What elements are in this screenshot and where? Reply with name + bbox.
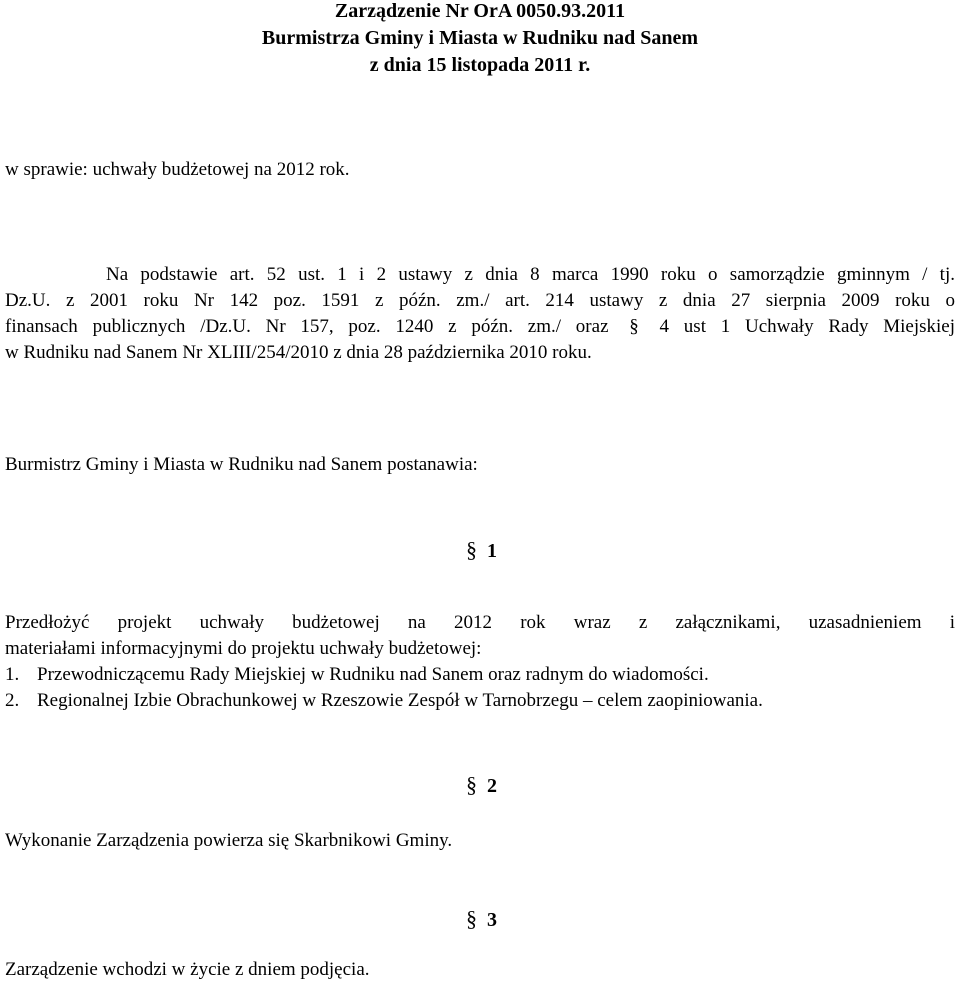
list-item-number: 2. xyxy=(5,690,20,711)
legal-basis-text: finansach publicznych /Dz.U. Nr 157, poz. 1240 z późn. zm./ oraz xyxy=(5,316,609,337)
section-symbol: § xyxy=(629,316,639,337)
paragraph-number: 1 xyxy=(487,540,497,562)
legal-basis-line: Dz.U. z 2001 roku Nr 142 poz. 1591 z późn. zm./ art. 214 ustawy z dnia 27 sierpnia 2009 roku o xyxy=(5,290,955,311)
list-item-number: 1. xyxy=(5,664,20,685)
section-symbol: § xyxy=(466,537,477,562)
paragraph-heading-2 xyxy=(466,772,497,799)
paragraph-1-body xyxy=(5,610,955,714)
paragraph-number: 2 xyxy=(487,775,497,797)
document-header xyxy=(0,0,960,79)
ordinance-date: z dnia 15 listopada 2011 r. xyxy=(369,54,591,76)
ordinance-subject: w sprawie: uchwały budżetowej na 2012 rok. xyxy=(5,159,350,180)
list-item-text: Regionalnej Izbie Obrachunkowej w Rzeszowie Zespół w Tarnobrzegu – celem zaopiniowania. xyxy=(37,690,763,711)
list-item xyxy=(5,662,955,688)
paragraph-1-line: materiałami informacyjnymi do projektu uchwały budżetowej: xyxy=(5,638,482,659)
paragraph-heading-1 xyxy=(466,537,497,564)
paragraph-number: 3 xyxy=(487,909,497,931)
decision-statement: Burmistrz Gminy i Miasta w Rudniku nad Sanem postanawia: xyxy=(5,454,478,475)
section-symbol: § xyxy=(466,772,477,797)
list-item-text: Przewodniczącemu Rady Miejskiej w Rudniku nad Sanem oraz radnym do wiadomości. xyxy=(37,664,709,685)
legal-basis xyxy=(5,262,955,366)
paragraph-heading-3 xyxy=(466,906,497,933)
legal-basis-text: 4 ust 1 Uchwały Rady Miejskiej xyxy=(659,316,955,337)
paragraph-3-body: Zarządzenie wchodzi w życie z dniem podjęcia. xyxy=(5,959,370,980)
legal-basis-line: w Rudniku nad Sanem Nr XLIII/254/2010 z dnia 28 października 2010 roku. xyxy=(5,342,592,363)
paragraph-1-line: Przedłożyć projekt uchwały budżetowej na 2012 rok wraz z załącznikami, uzasadnieniem i xyxy=(5,612,955,633)
ordinance-title: Zarządzenie Nr OrA 0050.93.2011 xyxy=(334,0,626,22)
legal-basis-line: Na podstawie art. 52 ust. 1 i 2 ustawy z dnia 8 marca 1990 roku o samorządzie gminnym / tj. xyxy=(106,264,955,285)
ordinance-issuer: Burmistrza Gminy i Miasta w Rudniku nad Sanem xyxy=(261,27,699,49)
legal-basis-line xyxy=(5,314,955,340)
paragraph-2-body: Wykonanie Zarządzenia powierza się Skarbnikowi Gminy. xyxy=(5,830,453,851)
list-item xyxy=(5,688,955,714)
section-symbol: § xyxy=(466,906,477,931)
